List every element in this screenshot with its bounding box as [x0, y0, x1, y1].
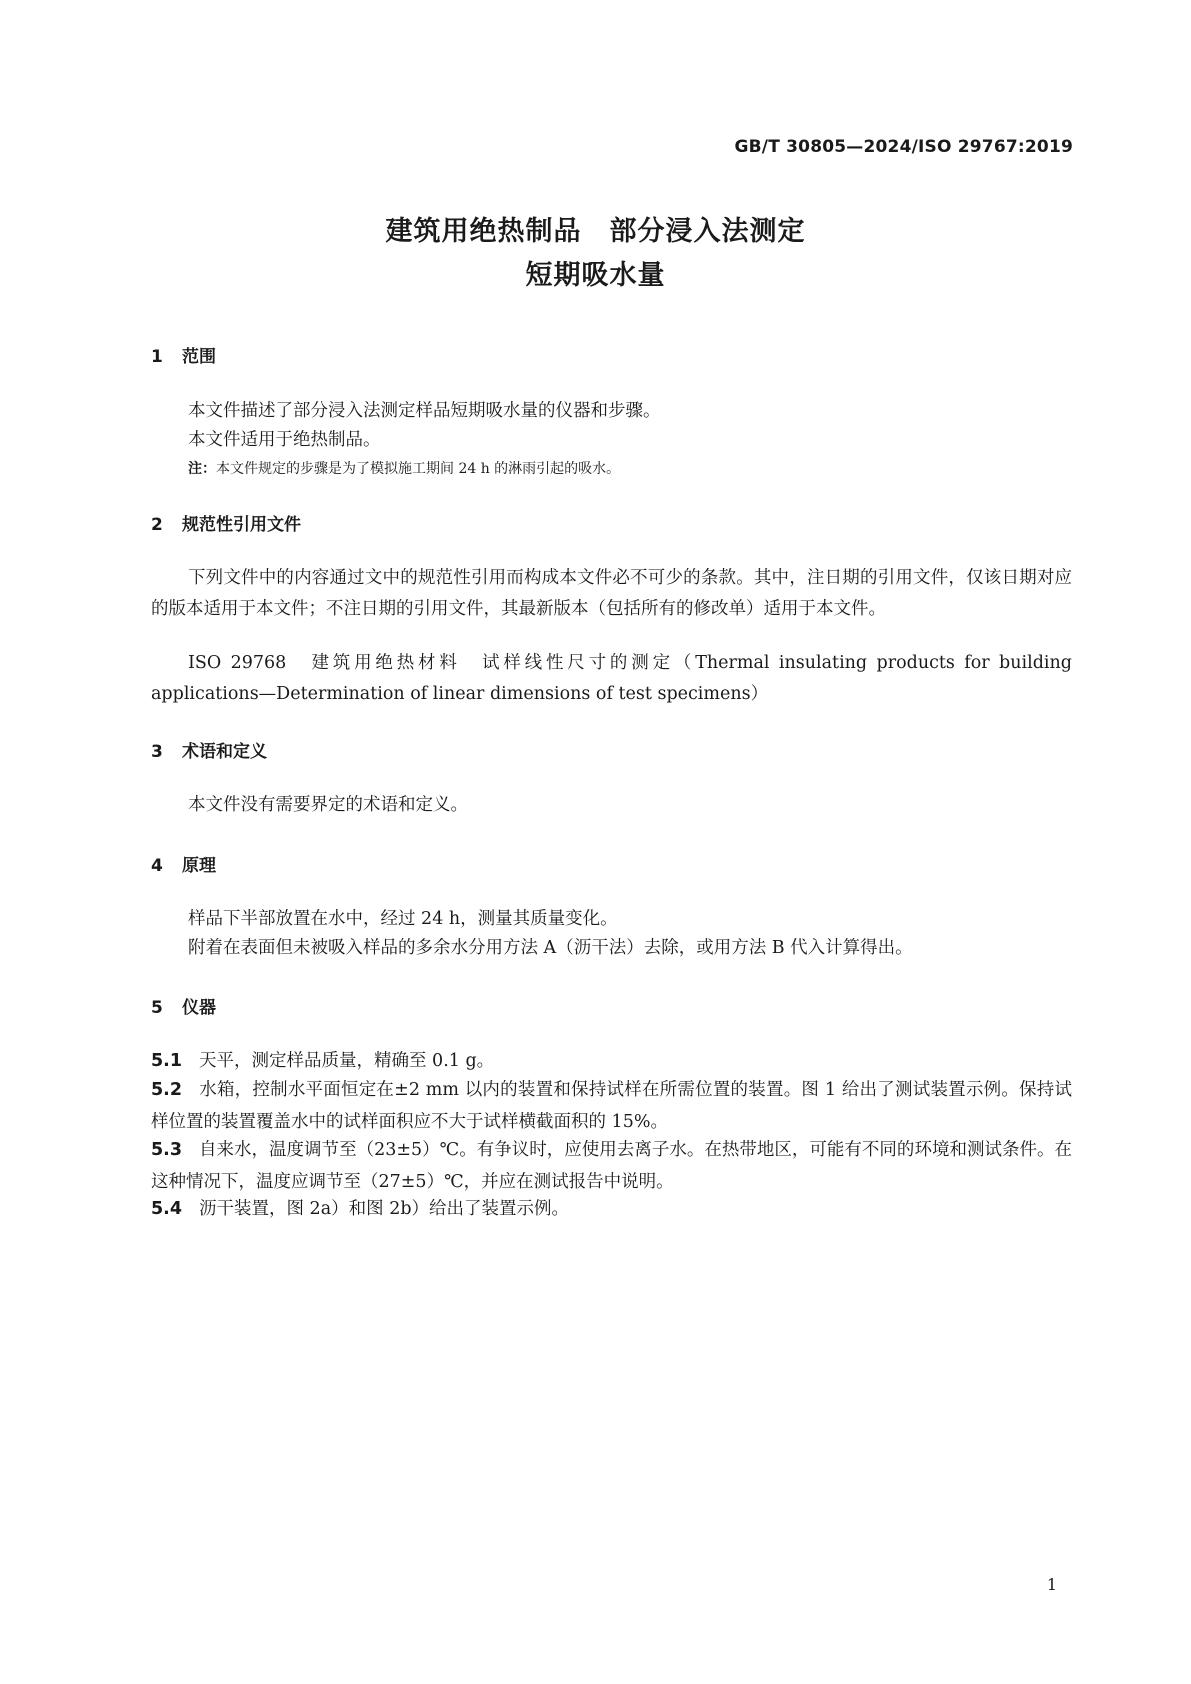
clause-text: 自来水，温度调节至（23±5）℃。有争议时，应使用去离子水。在热带地区，可能有不同的环境和测试条件。在这种情况下，温度应调节至（27±5）℃，并应在测试报告中说明。 [151, 1140, 1072, 1192]
section-2-number: 2 [151, 515, 163, 535]
section-1-note [188, 458, 620, 478]
standard-code: GB/T 30805—2024/ISO 29767:2019 [734, 137, 1073, 157]
note-text: 本文件规定的步骤是为了模拟施工期间 24 h 的淋雨引起的吸水。 [216, 461, 621, 477]
clause-5-2 [151, 1074, 1072, 1138]
section-4-paragraph-2: 附着在表面但未被吸入样品的多余水分用方法 A（沥干法）去除，或用方法 B 代入计算得出。 [188, 938, 913, 958]
section-4-title: 原理 [182, 856, 216, 876]
section-2-heading [151, 510, 301, 535]
section-1-paragraph-2: 本文件适用于绝热制品。 [188, 430, 381, 450]
section-2-reference: ISO 29768 建筑用绝热材料 试样线性尺寸的测定（Thermal insulating products for building applications—Determination of linear dimensions of test specimens） [151, 653, 1072, 704]
document-title-line-1: 建筑用绝热制品 部分浸入法测定 [385, 216, 806, 247]
clause-number: 5.4 [151, 1199, 183, 1219]
section-2-title: 规范性引用文件 [182, 515, 301, 535]
section-3-heading [151, 737, 267, 762]
clause-text: 天平，测定样品质量，精确至 0.1 g。 [199, 1051, 495, 1071]
section-4-number: 4 [151, 856, 163, 876]
note-label: 注： [188, 461, 216, 477]
clause-number: 5.3 [151, 1140, 183, 1160]
section-5-number: 5 [151, 998, 163, 1018]
clause-number: 5.2 [151, 1080, 183, 1100]
section-3-number: 3 [151, 742, 163, 762]
clause-5-3 [151, 1134, 1072, 1198]
section-1-paragraph-1: 本文件描述了部分浸入法测定样品短期吸水量的仪器和步骤。 [188, 401, 661, 421]
clause-5-1 [151, 1045, 1072, 1077]
section-1-heading [151, 342, 216, 367]
section-4-paragraph-1: 样品下半部放置在水中，经过 24 h，测量其质量变化。 [188, 909, 618, 929]
section-5-heading [151, 993, 216, 1018]
section-5-title: 仪器 [182, 998, 216, 1018]
section-2-paragraph-1: 下列文件中的内容通过文中的规范性引用而构成本文件必不可少的条款。其中，注日期的引用文件，仅该日期对应的版本适用于本文件；不注日期的引用文件，其最新版本（包括所有的修改单）适用于本文件。 [151, 568, 1072, 619]
clause-text: 水箱，控制水平面恒定在±2 mm 以内的装置和保持试样在所需位置的装置。图 1 给出了测试装置示例。保持试样位置的装置覆盖水中的试样面积应不大于试样横截面积的 15%。 [151, 1080, 1072, 1132]
page-number: 1 [1046, 1575, 1057, 1594]
section-3-paragraph-1: 本文件没有需要界定的术语和定义。 [188, 795, 468, 815]
section-3-title: 术语和定义 [182, 742, 267, 762]
document-title-line-2: 短期吸水量 [525, 260, 666, 291]
section-1-number: 1 [151, 347, 163, 367]
section-4-heading [151, 851, 216, 876]
section-1-title: 范围 [182, 347, 216, 367]
clause-number: 5.1 [151, 1051, 183, 1071]
clause-text: 沥干装置，图 2a）和图 2b）给出了装置示例。 [199, 1199, 570, 1219]
clause-5-4 [151, 1193, 1072, 1225]
